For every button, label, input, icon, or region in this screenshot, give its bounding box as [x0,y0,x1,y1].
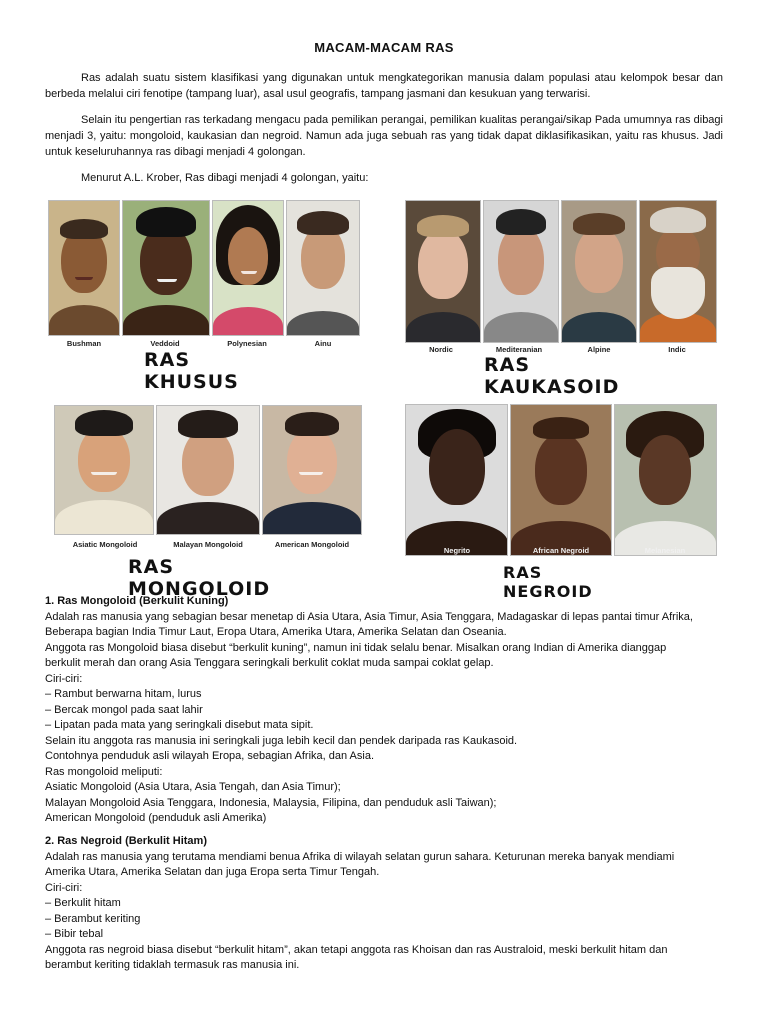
section-line: – Bercak mongol pada saat lahir [45,703,203,716]
caption-alpine: Alpine [587,345,611,354]
section-mongoloid [45,594,735,827]
section-line: Adalah ras manusia yang terutama mendiami benua Afrika di wilayah selatan gurun sahara. Keturunan mereka banyak mendiami [45,850,675,863]
photo-mediteranian [483,200,559,343]
photo-melanesian [614,404,717,556]
photo-african-negroid [510,404,611,556]
section-line: Ciri-ciri: [45,672,83,685]
photo-alpine [561,200,637,343]
panel-title-kaukasoid: RAS KAUKASOID [484,354,620,398]
caption-mediteranian: Mediteranian [495,345,543,354]
caption-veddoid: Veddoid [150,339,180,348]
caption-ainu: Ainu [314,339,332,348]
section-line: – Berambut keriting [45,912,141,925]
photo-ainu [286,200,360,336]
panel-title-negroid: RAS NEGROID [503,563,593,601]
section-negroid [45,834,735,974]
photo-american-mongoloid [262,405,362,535]
section-line: – Rambut berwarna hitam, lurus [45,688,202,700]
section-line: Ras mongoloid meliputi: [45,765,163,778]
captions-kaukasoid [405,345,717,354]
section-line: berkulit merah dan orang Asia Tenggara seringkali berkulit coklat muda sampai coklat gelap. [45,657,494,669]
photo-negrito [405,404,508,556]
photo-asiatic-mongoloid [54,405,154,535]
photo-nordic [405,200,481,343]
caption-nordic: Nordic [429,345,453,354]
panel-title-mongoloid: RAS MONGOLOID [128,556,271,600]
section-line: American Mongoloid (penduduk asli Amerika) [45,812,267,824]
intro-paragraph-1: Ras adalah suatu sistem klasifikasi yang digunakan untuk mengkategorikan manusia dalam populasi atau kelompok besar dan berbeda melalui ciri fenotipe (tampang luar), asal usul geografis, tampang jasmani dan kesukuan yang terwarisi. [45,72,723,100]
section-line: Anggota ras negroid biasa disebut “berkulit hitam”, akan tetapi anggota ras Khoisan dan ras Australoid, meski berkulit hitam dan [45,943,668,956]
section-line: berambut keriting tidaklah termasuk ras manusia ini. [45,959,300,971]
caption-american-mongoloid: American Mongoloid [274,540,350,549]
photo-malayan-mongoloid [156,405,260,535]
section-line: – Lipatan pada mata yang seringkali disebut mata sipit. [45,719,314,731]
caption-bushman: Bushman [66,339,102,348]
section-line: – Berkulit hitam [45,897,121,909]
photo-strip-khusus [48,200,362,336]
section-heading: 2. Ras Negroid (Berkulit Hitam) [45,835,207,847]
photo-strip-mongoloid [54,405,362,535]
caption-malayan-mongoloid: Malayan Mongoloid [173,540,243,549]
section-line: Anggota ras Mongoloid biasa disebut “berkulit kuning”, namun ini tidak selalu benar. Misalkan orang Indian di Amerika dianggap [45,641,667,654]
photo-indic [639,200,717,343]
section-heading: 1. Ras Mongoloid (Berkulit Kuning) [45,595,229,607]
caption-indic: Indic [668,345,686,354]
captions-khusus [48,339,362,348]
photo-strip-kaukasoid [405,200,717,343]
section-line: Amerika Utara, Amerika Selatan dan juga Eropa serta Timur Tengah. [45,866,380,878]
caption-melanesian: Melanesian [644,546,686,555]
section-line: Selain itu anggota ras manusia ini seringkali juga lebih kecil dan pendek daripada ras Kaukasoid. [45,734,518,747]
section-line: Ciri-ciri: [45,881,83,894]
section-line: Contohnya penduduk asli wilayah Eropa, sebagian Afrika, dan Asia. [45,750,374,762]
page-title: MACAM-MACAM RAS [314,40,454,55]
photo-bushman [48,200,120,336]
caption-asiatic-mongoloid: Asiatic Mongoloid [72,540,138,549]
section-line: Malayan Mongoloid Asia Tenggara, Indonesia, Malaysia, Filipina, dan penduduk asli Taiwan); [45,796,497,809]
caption-african-negroid: African Negroid [532,546,590,555]
section-line: – Bibir tebal [45,928,104,940]
section-line: Asiatic Mongoloid (Asia Utara, Asia Tengah, dan Asia Timur); [45,781,341,793]
intro-paragraph-3: Menurut A.L. Krober, Ras dibagi menjadi 4 golongan, yaitu: [81,172,369,184]
captions-negroid [405,546,717,555]
section-line: Beberapa bagian India Timur Laut, Eropa Utara, Amerika Utara, Amerika Selatan dan Oseania. [45,626,507,638]
panel-title-khusus: RAS KHUSUS [144,349,239,393]
section-line: Adalah ras manusia yang sebagian besar menetap di Asia Utara, Asia Timur, Asia Tenggara, Madagaskar di lepas pantai timur Afrika, [45,610,693,623]
photo-veddoid [122,200,210,336]
caption-negrito: Negrito [443,546,471,555]
caption-polynesian: Polynesian [227,339,267,348]
captions-mongoloid [54,540,364,549]
photo-strip-negroid [405,404,717,556]
intro-paragraph-2: Selain itu pengertian ras terkadang mengacu pada pemilikan perangai, pemilikan kualitas perangai/sikap Pada umumnya ras dibagi menjadi 3, yaitu: mongoloid, kaukasian dan negroid. Namun ada juga sebuah ras yang tidak dapat diklasifikasikan, yaitu ras khusus. Jadi untuk keseluruhannya ras dibagi menjadi 4 golongan. [45,114,723,158]
photo-polynesian [212,200,284,336]
